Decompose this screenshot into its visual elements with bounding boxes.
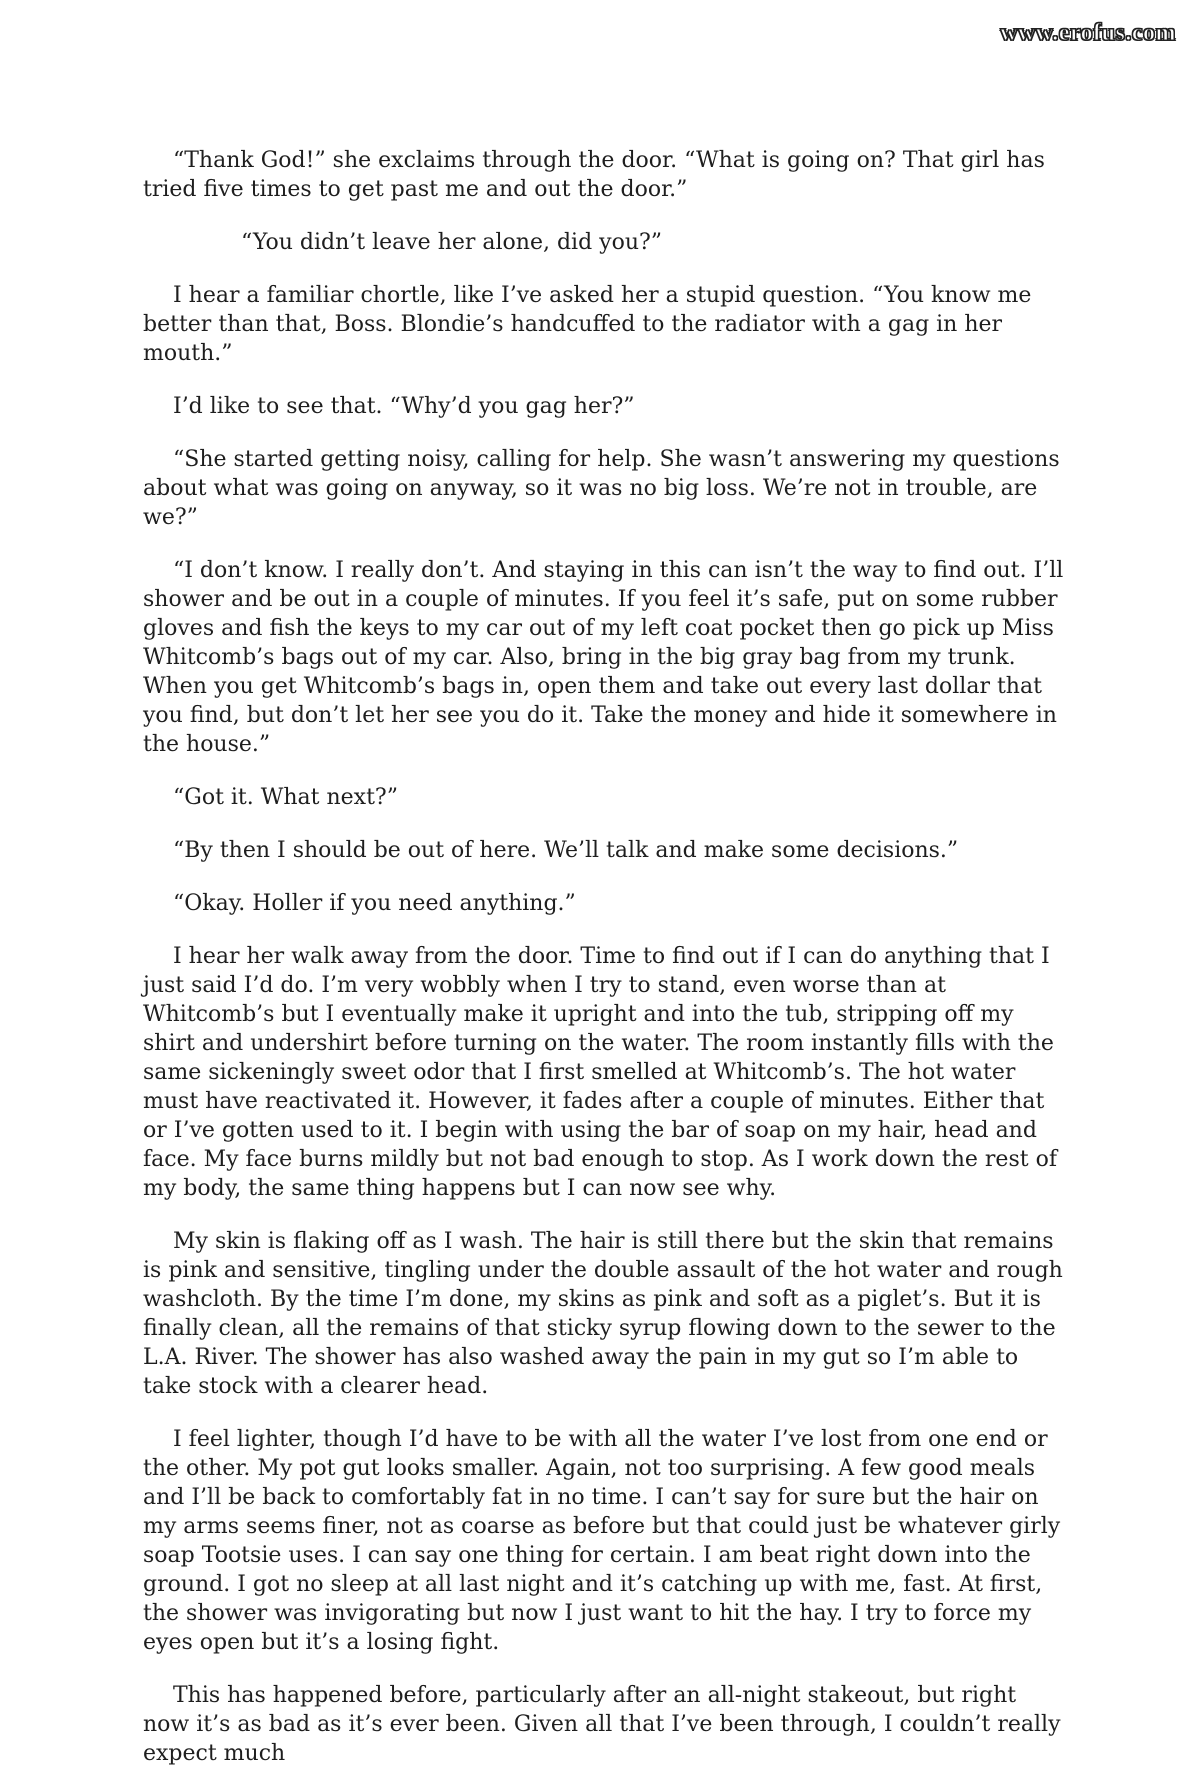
paragraph: I’d like to see that. “Why’d you gag her?” bbox=[173, 394, 635, 419]
paragraph: “You didn’t leave her alone, did you?” bbox=[241, 230, 663, 255]
paragraph: I feel lighter, though I’d have to be with all the water I’ve lost from one end or the other. My pot gut looks smaller. Again, not too surprising. A few good meals and I’ll be back to comfortably fat in no time. I can’t say for sure but the hair on my arms seems finer, not as coarse as before but that could just be whatever girly soap Tootsie uses. I can say one thing for certain. I am beat right down into the ground. I got no sleep at all last night and it’s catching up with me, fast. At first, the shower was invigorating but now I just want to hit the hay. I try to force my eyes open but it’s a losing fight. bbox=[143, 1427, 1061, 1655]
paragraph: “I don’t know. I really don’t. And staying in this can isn’t the way to find out. I’ll shower and be out in a couple of minutes. If you feel it’s safe, put on some rubber gloves and fish the keys to my car out of my left coat pocket then go pick up Miss Whitcomb’s bags out of my car. Also, bring in the big gray bag from my trunk. When you get Whitcomb’s bags in, open them and take out every last dollar that you find, but don’t let her see you do it. Take the money and hide it somewhere in the house.” bbox=[143, 558, 1064, 757]
paragraph: “She started getting noisy, calling for help. She wasn’t answering my questions about what was going on anyway, so it was no big loss. We’re not in trouble, are we?” bbox=[143, 447, 1060, 530]
paragraph: “Okay. Holler if you need anything.” bbox=[173, 891, 576, 916]
paragraph: “Thank God!” she exclaims through the door. “What is going on? That girl has tried five times to get past me and out the door.” bbox=[143, 148, 1045, 202]
paragraph: My skin is flaking off as I wash. The hair is still there but the skin that remains is pink and sensitive, tingling under the double assault of the hot water and rough washcloth. By the time I’m done, my skins as pink and soft as a piglet’s. But it is finally clean, all the remains of that sticky syrup flowing down to the sewer to the L.A. River. The shower has also washed away the pain in my gut so I’m able to take stock with a clearer head. bbox=[143, 1229, 1063, 1399]
paragraph: “By then I should be out of here. We’ll talk and make some decisions.” bbox=[173, 838, 959, 863]
paragraph: I hear a familiar chortle, like I’ve asked her a stupid question. “You know me better than that, Boss. Blondie’s handcuffed to the radiator with a gag in her mouth.” bbox=[143, 283, 1032, 366]
paragraph: I hear her walk away from the door. Time to find out if I can do anything that I just said I’d do. I’m very wobbly when I try to stand, even worse than at Whitcomb’s but I eventually make it upright and into the tub, stripping off my shirt and undershirt before turning on the water. The room instantly fills with the same sickeningly sweet odor that I first smelled at Whitcomb’s. The hot water must have reactivated it. However, it fades after a couple of minutes. Either that or I’ve gotten used to it. I begin with using the bar of soap on my hair, head and face. My face burns mildly but not bad enough to stop. As I work down the rest of my body, the same thing happens but I can now see why. bbox=[143, 944, 1057, 1201]
paragraph: “Got it. What next?” bbox=[173, 785, 398, 810]
paragraph: This has happened before, particularly after an all-night stakeout, but right now it’s as bad as it’s ever been. Given all that I’ve been through, I couldn’t really expect much bbox=[143, 1683, 1061, 1766]
site-watermark: www.erofus.com bbox=[1000, 20, 1176, 46]
page-body bbox=[143, 146, 1068, 1792]
